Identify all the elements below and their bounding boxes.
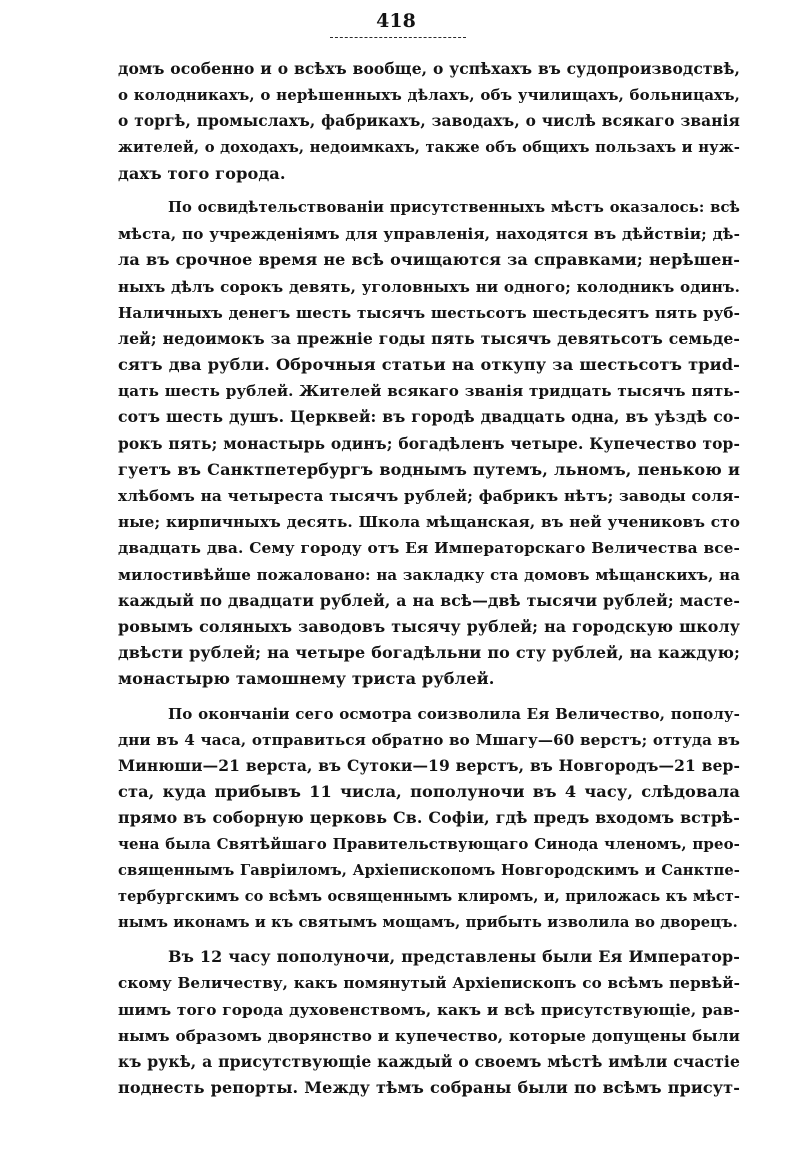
text-line: монастырю тамошнему триста рублей.: [118, 669, 495, 689]
text-line: мѣста, по учрежденіямъ для управленія, находятся въ дѣйствіи; дѣ-: [118, 225, 740, 244]
page-number: 418: [376, 10, 416, 32]
text-line: поднесть репорты. Между тѣмъ собраны были по всѣмъ присут-: [118, 1078, 740, 1098]
text-line: гуетъ въ Санктпетербургъ воднымъ путемъ, льномъ, пенькою и: [118, 459, 740, 479]
text-line: ста, куда прибывъ 11 числа, пополуночи въ 4 часу, слѣдовала: [118, 782, 740, 802]
text-line: о торгѣ, промыслахъ, фабрикахъ, заводахъ, о числѣ всякаго званія: [118, 112, 740, 131]
text-line: ные; кирпичныхъ десять. Школа мѣщанская, въ ней учениковъ сто: [118, 513, 740, 532]
text-line: По окончаніи сего осмотра соизволила Ея Величество, пополу-: [168, 704, 740, 723]
text-line: двадцать два. Сему городу отъ Ея Императорскаго Величества все-: [118, 539, 740, 558]
text-line: домъ особенно и о всѣхъ вообще, о успѣхахъ въ судопроизводствѣ,: [118, 59, 740, 78]
text-line: нымъ иконамъ и къ святымъ мощамъ, прибыть изволила во дворецъ.: [118, 914, 738, 931]
text-line: рокъ пять; монастырь одинъ; богадѣленъ четыре. Купечество тор-: [118, 433, 740, 453]
text-line: скому Величеству, какъ помянутый Архіепископъ со всѣмъ первѣй-: [118, 974, 740, 993]
text-line: По освидѣтельствованіи присутственныхъ мѣстъ оказалось: всѣ: [168, 198, 740, 216]
paragraph: [118, 944, 740, 1101]
text-line: ныхъ дѣлъ сорокъ девять, уголовныхъ ни одного; колодникъ одинъ.: [118, 277, 740, 296]
text-line: каждый по двадцати рублей, а на всѣ—двѣ тысячи рублей; масте-: [118, 590, 740, 610]
text-line: дахъ того города.: [118, 163, 286, 183]
text-line: шимъ того города духовенствомъ, какъ и всѣ присутствующіе, рав-: [118, 1000, 740, 1019]
body-text: [118, 56, 740, 1101]
text-line: священнымъ Гавріиломъ, Архіепископомъ Новгородскимъ и Санктпе-: [118, 861, 740, 879]
text-line: ровымъ соляныхъ заводовъ тысячу рублей; на городскую школу: [118, 616, 740, 636]
text-line: о колодникахъ, о нерѣшенныхъ дѣлахъ, объ училищахъ, больницахъ,: [118, 86, 740, 105]
text-line: Минюши—21 верста, въ Сутоки—19 верстъ, въ Новгородъ—21 вер-: [118, 755, 740, 775]
text-line: ла въ срочное время не всѣ очищаются за справками; нерѣшен-: [118, 250, 740, 270]
text-line: тербургскимъ со всѣмъ освященнымъ клиромъ, и, приложась къ мѣст-: [118, 887, 740, 905]
text-line: хлѣбомъ на четыреста тысячъ рублей; фабрикъ нѣтъ; заводы соля-: [118, 487, 740, 505]
text-line: дни въ 4 часа, отправиться обратно во Мшагу—60 верстъ; оттуда въ: [118, 730, 740, 749]
text-line: къ рукѣ, а присутствующіе каждый о своемъ мѣстѣ имѣли счастіе: [118, 1051, 740, 1071]
text-line: Въ 12 часу пополуночи, представлены были Ея Император-: [168, 947, 740, 967]
text-line: жителей, о доходахъ, недоимкахъ, также объ общихъ пользахъ и нуж-: [118, 138, 740, 156]
paragraph-gap: [118, 693, 740, 701]
paragraph-gap: [118, 187, 740, 195]
header-rule: [330, 37, 466, 38]
text-line: нымъ образомъ дворянство и купечество, которые допущены были: [118, 1026, 740, 1045]
text-line: сотъ шесть душъ. Церквей: въ городѣ двадцать одна, въ уѣздѣ со-: [118, 407, 740, 427]
text-line: лей; недоимокъ за прежніе годы пять тысячъ девятьсотъ семьде-: [118, 328, 740, 348]
paragraph: [118, 195, 740, 693]
text-line: цать шесть рублей. Жителей всякаго званія тридцать тысячъ пять-: [118, 382, 740, 401]
paragraph: [118, 701, 740, 937]
text-line: двѣсти рублей; на четыре богадѣльни по сту рублей, на каждую;: [118, 643, 740, 663]
text-line: Наличныхъ денегъ шесть тысячъ шестьсотъ шестьдесятъ пять руб-: [118, 303, 740, 322]
paragraph: [118, 56, 740, 187]
text-line: милостивѣйше пожаловано: на закладку ста домовъ мѣщанскихъ, на: [118, 565, 740, 584]
paragraph-gap: [118, 936, 740, 944]
text-line: сятъ два рубли. Оброчныя статьи на откупу за шестьсотъ триd-: [118, 355, 740, 375]
text-line: прямо въ соборную церковь Св. Софіи, гдѣ предъ входомъ встрѣ-: [118, 808, 740, 828]
text-line: чена была Святѣйшаго Правительствующаго Синода членомъ, прео-: [118, 835, 740, 854]
